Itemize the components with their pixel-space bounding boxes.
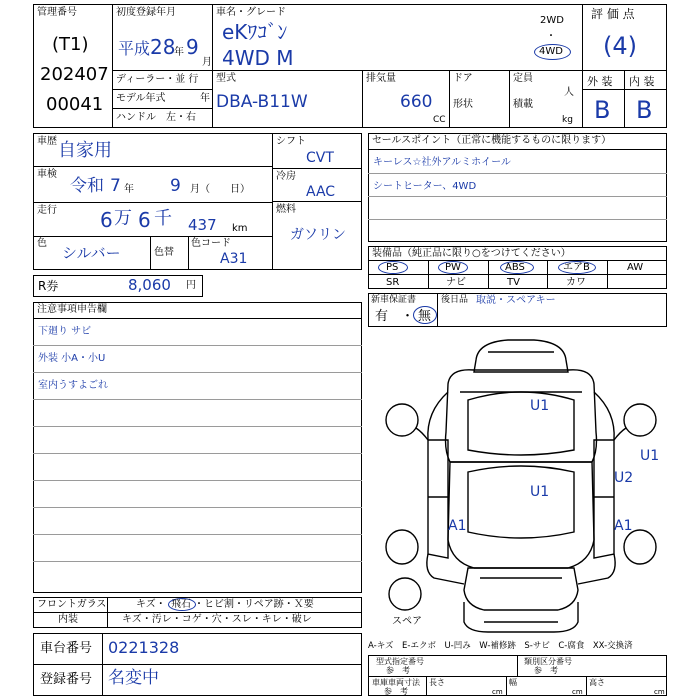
color-value: シルバー <box>62 244 121 262</box>
front-glass-value-1: キズ・ <box>136 599 166 610</box>
dim-height-unit: cm <box>654 688 665 696</box>
type-designation-ref: 参 考 <box>386 666 410 675</box>
color-code-label: 色コード <box>191 238 231 249</box>
ac-label: 冷房 <box>276 171 296 182</box>
model-year-label: モデル年式 <box>116 93 166 104</box>
mgmt-no-line1: (T1) <box>52 34 89 55</box>
equip-airbag: エアB <box>563 262 590 273</box>
mgmt-no-line2: 202407 <box>40 64 109 85</box>
dealer-label: ディーラー・並 行 <box>116 74 199 85</box>
later-items-label: 後日品 <box>441 295 469 305</box>
history-value: 自家用 <box>58 140 112 161</box>
interior-cond-label: 内装 <box>58 614 78 625</box>
model-year-unit: 年 <box>200 93 210 104</box>
mileage-man-unit: 万 <box>114 208 132 229</box>
mileage-rest: 437 <box>188 216 217 234</box>
car-grade: 4WD M <box>222 46 294 70</box>
interior-cond-value: キズ・汚レ・コゲ・穴・スレ・キレ・破レ <box>122 614 312 625</box>
rating-value: (4) <box>603 32 637 60</box>
color-change-label: 色替 <box>154 247 174 258</box>
dim-width-label: 幅 <box>509 678 517 687</box>
inspection-month: 9 <box>170 176 181 196</box>
first-reg-year-unit: 年 <box>174 47 184 58</box>
drive-2wd: 2WD <box>540 15 564 26</box>
mileage-man: 6 <box>100 208 113 232</box>
damage-mark-right-door: U2 <box>614 470 634 486</box>
chassis-label: 車台番号 <box>40 641 93 656</box>
inspection-era: 令和 <box>70 176 104 196</box>
first-reg-era: 平成 <box>118 39 151 58</box>
chassis-value: 0221328 <box>108 638 180 657</box>
history-label: 車歴 <box>37 136 57 147</box>
equip-aw: AW <box>627 262 644 273</box>
ac-value: AAC <box>306 184 336 200</box>
first-reg-label: 初度登録年月 <box>116 7 176 18</box>
type-value: DBA-B11W <box>216 92 308 112</box>
equip-pw: PW <box>445 262 461 273</box>
dim-length-label: 長さ <box>429 678 445 687</box>
color-code-value: A31 <box>220 251 248 267</box>
front-glass-value-2: ・ヒビ割・リペア跡・Ｘ要 <box>194 599 314 610</box>
rating-label: 評 価 点 <box>591 7 635 21</box>
inspection-year: 7 <box>110 176 121 196</box>
equip-leather: カワ <box>566 277 586 288</box>
dim-length-unit: cm <box>492 688 503 696</box>
exterior-label: 外 装 <box>587 75 613 88</box>
mileage-sen-unit: 千 <box>154 208 172 229</box>
recycle-ticket <box>33 275 203 297</box>
displacement-value: 660 <box>400 92 433 112</box>
fuel-value: ガソリン <box>290 227 346 243</box>
equipment-label: 装備品（純正品に限り○をつけてください） <box>372 248 571 259</box>
interior-label: 内 装 <box>629 75 655 88</box>
damage-mark-right-side: U1 <box>640 448 660 464</box>
equip-tv: TV <box>507 277 520 288</box>
shape-label: 形状 <box>453 99 473 110</box>
header-section <box>33 4 667 128</box>
dim-width-unit: cm <box>572 688 583 696</box>
equip-sr: SR <box>386 277 400 288</box>
reg-label: 登録番号 <box>40 672 93 687</box>
mgmt-no-label: 管理番号 <box>37 7 77 18</box>
dim-ref: 参 考 <box>384 687 408 696</box>
displacement-label: 排気量 <box>366 73 396 84</box>
note-line-2: 外装 小A・小U <box>38 353 106 364</box>
inspection-month-unit: 月（ 日） <box>190 184 250 195</box>
class-ref: 参 考 <box>534 666 558 675</box>
recycle-value: 8,060 <box>128 276 171 294</box>
mileage-sen: 6 <box>138 208 151 232</box>
damage-mark-right-front: A1 <box>614 518 633 534</box>
fuel-label: 燃料 <box>276 204 296 215</box>
door-label: ドア <box>453 73 473 84</box>
shift-value: CVT <box>306 150 334 166</box>
dim-label: 車庫車両寸法 <box>372 678 420 687</box>
color-label: 色 <box>37 238 47 249</box>
damage-mark-rear: U1 <box>530 398 550 414</box>
warranty-none: 無 <box>418 309 432 324</box>
note-line-1: 下廻り サビ <box>38 326 92 337</box>
front-glass-chip: 飛石 <box>171 599 191 610</box>
handle-label: ハンドル 左・右 <box>116 112 196 123</box>
equip-abs: ABS <box>505 262 525 273</box>
car-name-label: 車名・グレード <box>216 7 286 18</box>
selling-points-label: セールスポイント（正常に機能するものに限ります） <box>372 135 612 146</box>
km-unit: km <box>232 223 248 234</box>
warranty-label: 新車保証書 <box>371 295 417 305</box>
damage-legend: A-キズ E-エクボ U-凹み W-補修跡 S-サビ C-腐食 XX-交換済 <box>368 641 633 651</box>
note-line-3: 室内うすよごれ <box>38 380 108 391</box>
notes-label: 注意事項申告欄 <box>37 304 107 315</box>
exterior-grade: B <box>594 96 611 124</box>
load-label: 積載 <box>513 99 533 110</box>
load-unit: kg <box>562 115 573 125</box>
car-damage-diagram <box>368 332 668 637</box>
inspection-label: 車検 <box>37 169 57 180</box>
first-reg-month: 9 <box>186 35 199 59</box>
type-label: 型式 <box>216 73 236 84</box>
car-name: eKﾜｺﾞﾝ <box>222 20 288 44</box>
selling-point-line-2: シートヒーター、4WD <box>373 181 477 192</box>
drive-4wd: 4WD <box>539 46 563 57</box>
mgmt-no-line3: 00041 <box>46 94 104 115</box>
equip-navi: ナビ <box>446 277 466 288</box>
first-reg-month-unit: 月 <box>202 57 212 68</box>
mileage-label: 走行 <box>37 205 57 216</box>
selling-point-line-1: キーレス☆社外アルミホイール <box>373 157 511 168</box>
type-designation-label: 型式指定番号 <box>376 657 424 666</box>
interior-grade: B <box>636 96 653 124</box>
equip-ps: PS <box>386 262 399 273</box>
recycle-label: R券 <box>38 279 59 293</box>
dim-height-label: 高さ <box>589 678 605 687</box>
damage-mark-left-front: A1 <box>448 518 467 534</box>
drive-dot: ・ <box>546 31 556 42</box>
first-reg-year: 28 <box>150 35 176 59</box>
front-glass-label: フロントガラス <box>37 599 107 610</box>
later-items-value: 取説・スペアキー <box>476 295 556 306</box>
warranty-value: 有 ・ <box>375 309 415 324</box>
recycle-unit: 円 <box>186 280 196 291</box>
damage-mark-roof: U1 <box>530 484 550 500</box>
shift-label: シフト <box>276 136 306 147</box>
spare-label: スペア <box>392 616 422 627</box>
class-label: 類別区分番号 <box>524 657 572 666</box>
reg-value: 名変中 <box>108 668 159 688</box>
capacity-unit: 人 <box>564 87 574 98</box>
cc-unit: CC <box>433 115 446 125</box>
capacity-label: 定員 <box>513 73 533 84</box>
inspection-year-unit: 年 <box>124 184 134 195</box>
